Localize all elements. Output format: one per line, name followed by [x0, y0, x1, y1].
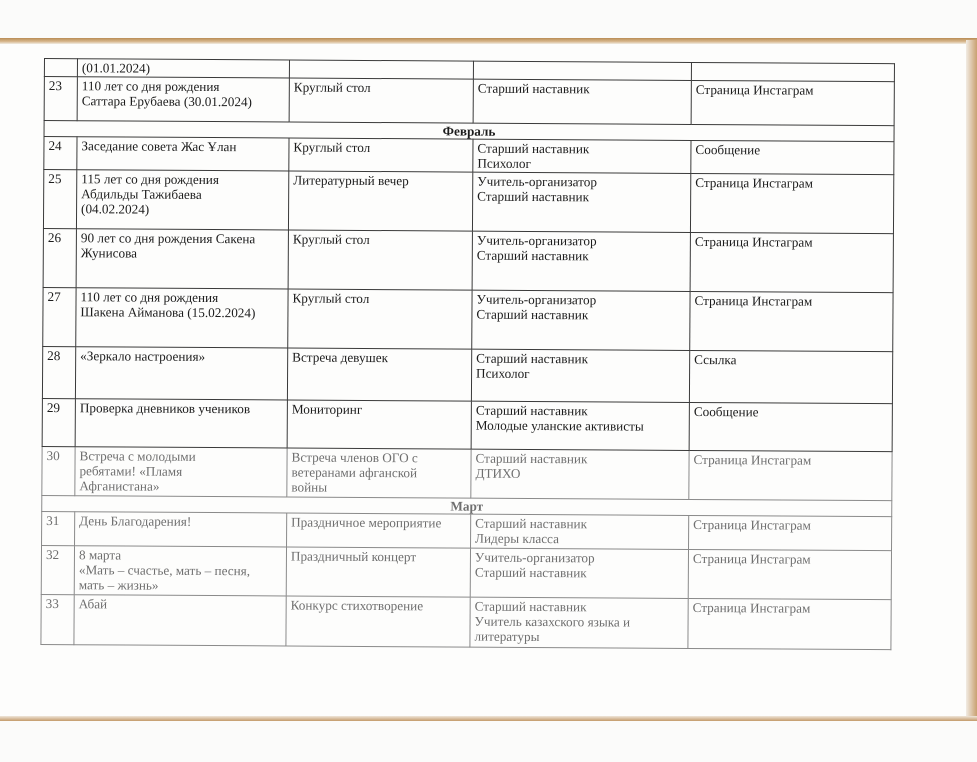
- month-title: Февраль: [44, 121, 894, 142]
- form-cell: Круглый стол: [288, 230, 472, 290]
- form-cell: Круглый стол: [289, 138, 473, 172]
- event-cell: 110 лет со дня рождения Саттара Ерубаева (30.01.2024): [77, 77, 289, 122]
- responsible-cell: Старший наставник Лидеры класса: [471, 514, 689, 549]
- paper-right-edge: [966, 40, 977, 720]
- event-cell: 8 марта «Мать – счастье, мать – песня, мать – жизнь»: [74, 546, 286, 596]
- responsible-cell: Старший наставник Молодые уланские активисты: [471, 401, 689, 450]
- table-row: [42, 346, 892, 403]
- output-cell: Страница Инстаграм: [691, 80, 894, 125]
- event-cell: (01.01.2024): [77, 59, 289, 78]
- table-row: [42, 511, 892, 550]
- number-cell: 33: [41, 594, 74, 644]
- responsible-cell: [473, 61, 691, 80]
- number-cell: 27: [43, 287, 76, 346]
- form-cell: Праздничное мероприятие: [287, 513, 471, 548]
- output-cell: Сообщение: [689, 402, 892, 451]
- table-row: [43, 170, 893, 234]
- responsible-cell: Старший наставник: [473, 79, 691, 124]
- number-cell: 28: [42, 346, 75, 398]
- output-cell: Страница Инстаграм: [690, 173, 893, 233]
- output-cell: Сообщение: [691, 140, 894, 174]
- form-cell: Конкурс стихотворение: [286, 596, 470, 647]
- month-title: Март: [42, 495, 892, 516]
- output-cell: Ссылка: [689, 350, 892, 403]
- responsible-cell: Учитель-организатор Старший наставник: [472, 290, 690, 350]
- number-cell: 31: [42, 511, 75, 545]
- responsible-cell: Старший наставник ДТИХО: [471, 449, 689, 499]
- event-cell: Встреча с молодыми ребятами! «Пламя Афганистана»: [75, 447, 287, 497]
- form-cell: Литературный вечер: [288, 171, 472, 231]
- table-row: [41, 545, 891, 599]
- table-row: [44, 77, 894, 126]
- table-row: [43, 287, 893, 351]
- number-cell: 30: [42, 446, 75, 495]
- number-cell: 29: [42, 398, 75, 446]
- table-row: [41, 594, 891, 649]
- form-cell: Встреча девушек: [287, 348, 471, 401]
- event-cell: Заседание совета Жас Ұлан: [77, 137, 289, 171]
- number-cell: 23: [44, 77, 77, 121]
- responsible-cell: Учитель-организатор Старший наставник: [470, 548, 688, 598]
- number-cell: 25: [43, 170, 76, 229]
- number-cell: 32: [41, 545, 74, 594]
- form-cell: Праздничный концерт: [286, 547, 470, 597]
- table-row: [42, 446, 892, 500]
- responsible-cell: Учитель-организатор Старший наставник: [472, 172, 690, 232]
- event-cell: 90 лет со дня рождения Сакена Жунисова: [76, 229, 288, 289]
- output-cell: Страница Инстаграм: [688, 598, 891, 649]
- event-cell: 115 лет со дня рождения Абдильды Тажибаева (04.02.2024): [76, 170, 288, 230]
- form-cell: Мониторинг: [287, 400, 471, 449]
- responsible-cell: Старший наставник Учитель казахского языка и литературы: [470, 597, 688, 648]
- event-cell: Проверка дневников учеников: [75, 399, 287, 448]
- output-cell: [691, 62, 894, 81]
- event-cell: Абай: [74, 595, 286, 646]
- event-cell: День Благодарения!: [75, 512, 287, 547]
- responsible-cell: Старший наставник Психолог: [471, 349, 689, 402]
- output-cell: Страница Инстаграм: [688, 549, 891, 599]
- paper-bottom-edge: [0, 716, 977, 721]
- output-cell: Страница Инстаграм: [690, 291, 893, 351]
- event-cell: «Зеркало настроения»: [75, 347, 287, 400]
- output-cell: Страница Инстаграм: [690, 232, 893, 292]
- number-cell: 24: [44, 137, 77, 170]
- number-cell: [44, 59, 77, 77]
- table-row: [43, 228, 893, 292]
- form-cell: Встреча членов ОГО с ветеранами афганской войны: [287, 448, 471, 498]
- output-cell: Страница Инстаграм: [689, 515, 892, 550]
- event-plan-table: [40, 58, 895, 650]
- output-cell: Страница Инстаграм: [689, 450, 892, 500]
- table-row: [42, 398, 892, 451]
- responsible-cell: Учитель-организатор Старший наставник: [472, 231, 690, 291]
- table-row: [44, 137, 894, 175]
- number-cell: 26: [43, 228, 76, 287]
- form-cell: Круглый стол: [289, 78, 473, 123]
- form-cell: [289, 60, 473, 79]
- form-cell: Круглый стол: [288, 289, 472, 349]
- responsible-cell: Старший наставник Психолог: [473, 139, 691, 173]
- event-cell: 110 лет со дня рождения Шакена Айманова (15.02.2024): [76, 288, 288, 348]
